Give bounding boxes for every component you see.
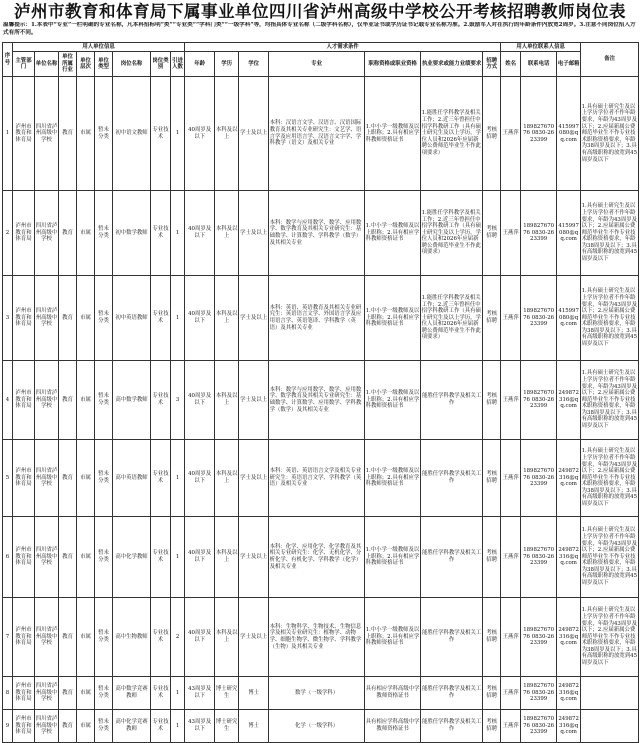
cell-qual: 具有相应学科高级中学教师资格证书: [365, 677, 421, 710]
col-name: 姓名: [501, 52, 521, 77]
cell-post: 高中化学教师: [113, 517, 151, 598]
cell-name: 王燕萍: [501, 77, 521, 191]
col-degree: 学位: [239, 52, 269, 77]
cell-seq: 7: [3, 598, 13, 677]
cell-post-kind: 专业技术: [151, 191, 171, 276]
col-age: 年龄: [185, 52, 215, 77]
cell-post-kind: 专业技术: [151, 598, 171, 677]
col-email: 电子邮箱: [557, 52, 581, 77]
cell-edu: 博士研究生: [215, 710, 239, 743]
cell-count: 1: [171, 710, 185, 743]
cell-unit-level: 市属: [77, 191, 95, 276]
col-remark: 备注: [581, 43, 639, 77]
cell-degree: 博士: [239, 677, 269, 710]
col-other: 执业要求或能力业绩要求: [421, 52, 483, 77]
cell-post: 高中英语教师: [113, 440, 151, 517]
table-row: [3, 191, 639, 276]
cell-edu: 本科及以上: [215, 598, 239, 677]
col-unit-level: 单位层次: [77, 52, 95, 77]
cell-name: 王燕萍: [501, 440, 521, 517]
cell-remark: [581, 677, 639, 710]
cell-qual: 1.中小学一级教师及以上职称；2.具有相应学科教师资格证书: [365, 440, 421, 517]
cell-post-kind: 专业技术: [151, 276, 171, 361]
cell-unit: 四川省泸州高级中学校: [35, 598, 59, 677]
cell-unit-level: 市属: [77, 517, 95, 598]
cell-unit-kind: 暂未分类: [95, 517, 113, 598]
cell-edu: 本科及以上: [215, 440, 239, 517]
col-post: 岗位名称: [113, 52, 151, 77]
cell-remark: 1.具有硕士研究生及以上学历学位者不作年龄要求，年龄为43周岁及以下；2.应届新属公费师范毕业生不作专业技术职称资格要求，年龄为38周岁及以下；3.具有高级职称的放宽到45周岁及以下: [581, 361, 639, 440]
cell-email: 249872316@qq.com: [557, 710, 581, 743]
cell-email: 249872316@qq.com: [557, 517, 581, 598]
cell-unit-type: 教育: [59, 710, 77, 743]
col-method: 招聘方式: [483, 52, 501, 77]
cell-seq: 6: [3, 517, 13, 598]
cell-unit-kind: 暂未分类: [95, 276, 113, 361]
cell-edu: 本科及以上: [215, 191, 239, 276]
cell-qual: 1.中小学一级教师及以上职称；2.具有相应学科教师资格证书: [365, 361, 421, 440]
header-group-row: [3, 43, 639, 52]
cell-phone: 18982767076 0830-2623399: [521, 677, 557, 710]
cell-phone: 18982767076 0830-2623399: [521, 276, 557, 361]
cell-major: 本科：生物科学、生物技术、生物信息学及相关专业研究生：植物学、动物学、细胞生物学、微生物学、学科教学（生物）及其相关专业: [269, 598, 365, 677]
cell-name: 王燕萍: [501, 710, 521, 743]
cell-degree: 学士及以上: [239, 361, 269, 440]
group-employer: 用人单位信息: [13, 43, 185, 52]
cell-age: 43周岁及以下: [185, 677, 215, 710]
cell-age: 40周岁及以下: [185, 440, 215, 517]
cell-unit-type: 教育: [59, 191, 77, 276]
cell-count: 1: [171, 677, 185, 710]
table-row: [3, 361, 639, 440]
cell-method: 考核招聘: [483, 191, 501, 276]
cell-post-kind: 专业技术: [151, 677, 171, 710]
cell-degree: 学士及以上: [239, 440, 269, 517]
cell-other: 1.能胜任学科教学及相关工作；2.近三年曾担任中招学科教研工作（具有硕士研究生及以上学历，学位人员和2026年应届新聘公费师范毕业生不作此项要求）: [421, 276, 483, 361]
cell-age: 40周岁及以下: [185, 361, 215, 440]
table-row: [3, 276, 639, 361]
cell-unit: 四川省泸州高级中学校: [35, 517, 59, 598]
cell-count: 3: [171, 361, 185, 440]
cell-unit-kind: 暂未分类: [95, 191, 113, 276]
notice-text: 温馨提示：1.本表中“专业”一栏明确的专业名称，凡本科招标明“类”“专业类”“学科门类”“一级学科”等，均指具体专业名称（二级学科名称），仅毕业证书或学历证书记载专业名称为准。2.鼓励军人对在执行的年龄条件内放宽2周岁。3.注意不同岗位招入方式有所不同。: [3, 22, 636, 36]
cell-degree: 学士及以上: [239, 276, 269, 361]
cell-unit: 四川省泸州高级中学校: [35, 191, 59, 276]
cell-unit-level: 市属: [77, 77, 95, 191]
cell-edu: 本科及以上: [215, 361, 239, 440]
cell-major: 本科：汉语言文学、汉语言、汉语国际教育及其相关专业研究生：文艺学、语言学及应用语言学、汉语言文字学、学科教学（语文）及相关专业: [269, 77, 365, 191]
cell-seq: 9: [3, 710, 13, 743]
table-row: [3, 77, 639, 191]
page-title: 泸州市教育和体育局下属事业单位四川省泸州高级中学校公开考核招聘教师岗位表: [14, 2, 626, 21]
cell-unit-level: 市属: [77, 361, 95, 440]
table-row: [3, 677, 639, 710]
table-row: [3, 598, 639, 677]
cell-phone: 18982767076 0830-2623399: [521, 440, 557, 517]
cell-remark: 1.具有硕士研究生及以上学历学位者不作年龄要求，年龄为43周岁及以下；2.应届新属公费师范毕业生不作专业技术职称资格要求，年龄为38周岁及以下；3.具有高级职称的放宽到45周岁及以下: [581, 517, 639, 598]
cell-unit-type: 教育: [59, 276, 77, 361]
col-post-kind: 岗位类别: [151, 52, 171, 77]
cell-dept: 泸州市教育和体育局: [13, 677, 35, 710]
cell-seq: 1: [3, 77, 13, 191]
col-unit-kind: 单位类型: [95, 52, 113, 77]
cell-unit-kind: 暂未分类: [95, 677, 113, 710]
cell-unit: 四川省泸州高级中学校: [35, 710, 59, 743]
cell-major: 本科：英语、英语教育及其相关专业研究生：英语语言文学、外国语言学及应用语言学、英语笔译、学科教学（英语）及其相关专业: [269, 276, 365, 361]
table-row: [3, 517, 639, 598]
cell-remark: 1.具有硕士研究生及以上学历学位者不作年龄要求，年龄为43周岁及以下；2.应届新属公费师范毕业生不作专业技术职称资格要求，年龄为38周岁及以下；3.具有高级职称的放宽到45周岁及以下: [581, 598, 639, 677]
cell-name: 王燕萍: [501, 677, 521, 710]
cell-unit-level: 市属: [77, 276, 95, 361]
cell-unit-kind: 暂未分类: [95, 598, 113, 677]
cell-count: 1: [171, 191, 185, 276]
cell-qual: 1.中小学一级教师及以上职称；2.具有相应学科教师资格证书: [365, 276, 421, 361]
cell-remark: 1.具有硕士研究生及以上学历学位者不作年龄要求，年龄为43周岁及以下；2.应届新属公费师范毕业生不作专业技术职称资格要求，年龄为38周岁及以下；3.具有高级职称的放宽到45周岁及以下: [581, 440, 639, 517]
col-unit: 单位名称: [35, 52, 59, 77]
cell-dept: 泸州市教育和体育局: [13, 598, 35, 677]
cell-major: 化学（一级学科）: [269, 710, 365, 743]
cell-edu: 本科及以上: [215, 77, 239, 191]
cell-unit: 四川省泸州高级中学校: [35, 77, 59, 191]
cell-email: 249872316@qq.com: [557, 598, 581, 677]
table-row: [3, 710, 639, 743]
cell-major: 本科：英语、英语语言文学及相关专业研究生：英语语言文学、学科教学（英语）及相关专业: [269, 440, 365, 517]
cell-qual: 1.中小学一级教师及以上职称；2.具有相应学科教师资格证书: [365, 517, 421, 598]
cell-seq: 5: [3, 440, 13, 517]
cell-other: 1.能胜任学科教学及相关工作；2.近三年曾担任中招学科教研工作（具有硕士研究生及以上学历，学位人员和2026年应届新聘公费师范毕业生不作此项要求）: [421, 191, 483, 276]
cell-unit: 四川省泸州高级中学校: [35, 361, 59, 440]
cell-method: 考核招聘: [483, 517, 501, 598]
cell-unit-type: 教育: [59, 598, 77, 677]
cell-remark: 1.具有硕士研究生及以上学历学位者不作年龄要求，年龄为43周岁及以下；2.应届新属公费师范毕业生不作专业技术职称资格要求，年龄为38周岁及以下；3.具有高级职称的放宽到45周岁及以下: [581, 276, 639, 361]
job-table: [2, 42, 639, 743]
cell-unit: 四川省泸州高级中学校: [35, 677, 59, 710]
cell-remark: 1.具有硕士研究生及以上学历学位者不作年龄要求，年龄为43周岁及以下；2.应届新属公费师范毕业生不作专业技术职称资格要求，年龄为38周岁及以下；3.具有高级职称的放宽到45周岁及以下: [581, 77, 639, 191]
cell-age: 40周岁及以下: [185, 191, 215, 276]
cell-degree: 学士及以上: [239, 77, 269, 191]
cell-other: 能胜任学科教学及相关工作: [421, 517, 483, 598]
cell-phone: 18982767076 0830-2623399: [521, 710, 557, 743]
cell-method: 考核招聘: [483, 440, 501, 517]
col-qual: 职称资格或职业资格: [365, 52, 421, 77]
cell-unit: 四川省泸州高级中学校: [35, 276, 59, 361]
cell-unit: 四川省泸州高级中学校: [35, 440, 59, 517]
cell-unit-kind: 暂未分类: [95, 77, 113, 191]
cell-dept: 泸州市教育和体育局: [13, 191, 35, 276]
cell-name: 王燕萍: [501, 517, 521, 598]
cell-unit-level: 市属: [77, 677, 95, 710]
cell-qual: 1.中小学一级教师及以上职称；2.具有相应学科教师资格证书: [365, 77, 421, 191]
cell-method: 考核招聘: [483, 710, 501, 743]
cell-count: 1: [171, 276, 185, 361]
cell-email: 415997080@qq.com: [557, 77, 581, 191]
cell-dept: 泸州市教育和体育局: [13, 710, 35, 743]
cell-other: 能胜任学科教学及相关工作: [421, 598, 483, 677]
group-contact: 用人单位联系人信息: [501, 43, 581, 52]
cell-unit-type: 教育: [59, 77, 77, 191]
cell-seq: 3: [3, 276, 13, 361]
cell-dept: 泸州市教育和体育局: [13, 77, 35, 191]
cell-count: 2: [171, 598, 185, 677]
cell-major: 本科：数学与应用数学、数学、应用数学、数学教育及其相关专业研究生：基础数学、计算数学、应用数学、学科教学（数学）及其相关专业: [269, 361, 365, 440]
cell-email: 415997080@qq.com: [557, 191, 581, 276]
cell-seq: 8: [3, 677, 13, 710]
cell-degree: 学士及以上: [239, 191, 269, 276]
cell-post: 高中数学竞赛教师: [113, 677, 151, 710]
cell-edu: 本科及以上: [215, 276, 239, 361]
cell-other: 能胜任学科教学及相关工作: [421, 361, 483, 440]
cell-post: 高中化学竞赛教师: [113, 710, 151, 743]
cell-age: 40周岁及以下: [185, 517, 215, 598]
cell-name: 王燕萍: [501, 276, 521, 361]
cell-dept: 泸州市教育和体育局: [13, 361, 35, 440]
cell-dept: 泸州市教育和体育局: [13, 276, 35, 361]
cell-name: 王燕萍: [501, 361, 521, 440]
cell-age: 40周岁及以下: [185, 276, 215, 361]
cell-post: 高中生物教师: [113, 598, 151, 677]
table-row: [3, 440, 639, 517]
header-row: [3, 52, 639, 77]
cell-unit-level: 市属: [77, 710, 95, 743]
cell-name: 王燕萍: [501, 191, 521, 276]
col-seq: 序号: [3, 43, 13, 77]
cell-method: 考核招聘: [483, 361, 501, 440]
cell-post-kind: 专业技术: [151, 361, 171, 440]
col-phone: 联系电话: [521, 52, 557, 77]
cell-unit-level: 市属: [77, 440, 95, 517]
col-count: 引进人数: [171, 52, 185, 77]
cell-post-kind: 专业技术: [151, 517, 171, 598]
cell-unit-type: 教育: [59, 677, 77, 710]
cell-edu: 本科及以上: [215, 517, 239, 598]
cell-unit-type: 教育: [59, 517, 77, 598]
cell-remark: 1.具有硕士研究生及以上学历学位者不作年龄要求，年龄为43周岁及以下；2.应届新属公费师范毕业生不作专业技术职称资格要求，年龄为38周岁及以下；3.具有高级职称的放宽到45周岁及以下: [581, 191, 639, 276]
cell-remark: [581, 710, 639, 743]
cell-unit-kind: 暂未分类: [95, 440, 113, 517]
cell-post: 高中数学教师: [113, 361, 151, 440]
cell-unit-kind: 暂未分类: [95, 361, 113, 440]
cell-qual: 1.中小学一级教师及以上职称；2.具有相应学科教师资格证书: [365, 191, 421, 276]
cell-post-kind: 专业技术: [151, 710, 171, 743]
col-unit-type: 单位所属行业: [59, 52, 77, 77]
cell-dept: 泸州市教育和体育局: [13, 517, 35, 598]
cell-major: 本科：化学、应用化学、化学教育及其相关专业研究生：化学、无机化学、分析化学、有机化学、学科教学（化学）及相关专业: [269, 517, 365, 598]
cell-method: 考核招聘: [483, 276, 501, 361]
cell-seq: 2: [3, 191, 13, 276]
cell-email: 249872316@qq.com: [557, 440, 581, 517]
cell-unit-type: 教育: [59, 440, 77, 517]
cell-email: 249872316@qq.com: [557, 361, 581, 440]
cell-post: 初中英语教师: [113, 276, 151, 361]
cell-phone: 18982767076 0830-2623399: [521, 598, 557, 677]
cell-post: 初中语文教师: [113, 77, 151, 191]
cell-degree: 博士: [239, 710, 269, 743]
cell-email: 249872316@qq.com: [557, 677, 581, 710]
cell-degree: 学士及以上: [239, 598, 269, 677]
cell-phone: 18982767076 0830-2623399: [521, 77, 557, 191]
col-dept: 主管部门: [13, 52, 35, 77]
cell-count: 1: [171, 517, 185, 598]
cell-count: 1: [171, 440, 185, 517]
cell-other: 1.能胜任学科教学及相关工作；2.近三年曾担任中招学科教研工作（具有硕士研究生及以上学历，学位人员和2026年应届新聘公费师范毕业生不作此项要求）: [421, 77, 483, 191]
cell-method: 考核招聘: [483, 677, 501, 710]
cell-other: 能胜任学科教学及相关工作: [421, 440, 483, 517]
cell-qual: 1.中小学一级教师及以上职称；2.具有相应学科教师资格证书: [365, 598, 421, 677]
cell-dept: 泸州市教育和体育局: [13, 440, 35, 517]
cell-phone: 18982767076 0830-2623399: [521, 191, 557, 276]
group-talent: 人才需求条件: [185, 43, 501, 52]
cell-age: 40周岁及以下: [185, 77, 215, 191]
cell-seq: 4: [3, 361, 13, 440]
cell-unit-type: 教育: [59, 361, 77, 440]
col-edu: 学历: [215, 52, 239, 77]
cell-post-kind: 专业技术: [151, 440, 171, 517]
cell-unit-level: 市属: [77, 598, 95, 677]
cell-age: 40周岁及以下: [185, 598, 215, 677]
cell-method: 考核招聘: [483, 598, 501, 677]
cell-major: 数学（一级学科）: [269, 677, 365, 710]
col-major: 专业: [269, 52, 365, 77]
cell-qual: 具有相应学科高级中学教师资格证书: [365, 710, 421, 743]
cell-edu: 博士研究生: [215, 677, 239, 710]
cell-unit-kind: 暂未分类: [95, 710, 113, 743]
cell-post: 初中数学教师: [113, 191, 151, 276]
cell-email: 415997080@qq.com: [557, 276, 581, 361]
cell-phone: 18982767076 0830-2623399: [521, 517, 557, 598]
cell-other: 能胜任学科教学及相关工作: [421, 677, 483, 710]
cell-phone: 18982767076 0830-2623399: [521, 361, 557, 440]
cell-name: 王燕萍: [501, 598, 521, 677]
cell-major: 本科：数学与应用数学、数学、应用数学、数学教育及其相关专业研究生：基础数学、计算数学、学科教学（数学）及其相关专业: [269, 191, 365, 276]
cell-other: 能胜任学科教学及相关工作: [421, 710, 483, 743]
cell-age: 43周岁及以下: [185, 710, 215, 743]
cell-degree: 学士及以上: [239, 517, 269, 598]
cell-method: 考核招聘: [483, 77, 501, 191]
cell-post-kind: 专业技术: [151, 77, 171, 191]
cell-count: 1: [171, 77, 185, 191]
